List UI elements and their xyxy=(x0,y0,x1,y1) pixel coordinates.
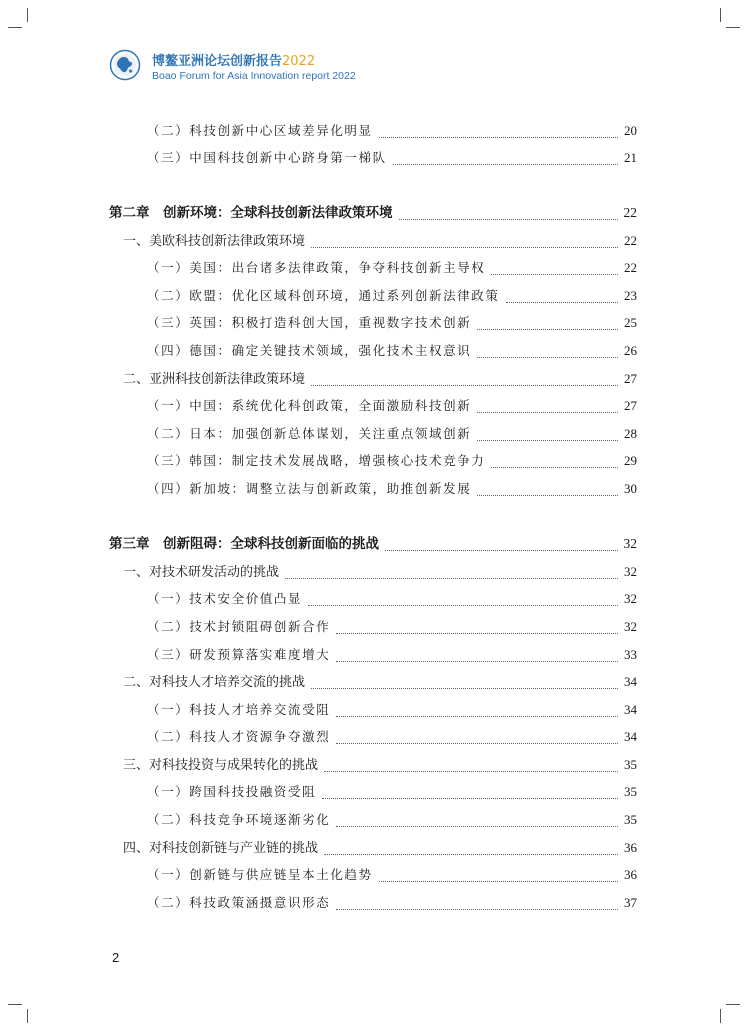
toc-entry-title: （三）研发预算落实难度增大 xyxy=(147,647,331,662)
toc-entry-title: （二）科技政策涵摄意识形态 xyxy=(147,895,331,910)
toc-entry-title: （一）美国：出台诸多法律政策，争夺科技创新主导权 xyxy=(147,260,486,275)
crop-mark-top-right-v xyxy=(720,8,721,22)
toc-entry-page: 29 xyxy=(624,453,637,468)
crop-mark-top-right-h xyxy=(726,27,740,28)
toc-leader-dots xyxy=(379,869,618,882)
toc-entry-page: 32 xyxy=(623,536,637,551)
toc-leader-dots xyxy=(322,786,618,799)
toc-leader-dots xyxy=(324,842,618,855)
toc-subsection-entry[interactable] xyxy=(147,286,637,306)
toc-leader-dots xyxy=(477,345,618,358)
toc-entry-page: 22 xyxy=(623,205,637,220)
toc-entry-title: （二）技术封锁阻碍创新合作 xyxy=(147,619,331,634)
toc-entry-title: （二）科技创新中心区域差异化明显 xyxy=(147,123,373,138)
toc-subsection-entry[interactable] xyxy=(147,396,637,416)
globe-logo-icon xyxy=(109,49,141,81)
toc-chapter-entry[interactable] xyxy=(109,534,637,554)
toc-entry-title: 一、美欧科技创新法律政策环境 xyxy=(123,234,306,249)
toc-entry-page: 22 xyxy=(624,260,637,275)
toc-subsection-entry[interactable] xyxy=(147,617,637,637)
toc-subsection-entry[interactable] xyxy=(147,258,637,278)
toc-section-entry[interactable] xyxy=(123,562,637,582)
toc-leader-dots xyxy=(336,704,618,717)
toc-entry-page: 32 xyxy=(624,591,637,606)
toc-entry-title: （二）科技人才资源争夺激烈 xyxy=(147,729,331,744)
toc-entry-page: 20 xyxy=(624,123,637,138)
toc-section-entry[interactable] xyxy=(123,672,637,692)
header-title-text: 博鳌亚洲论坛创新报告 xyxy=(152,54,283,69)
toc-entry-page: 22 xyxy=(624,233,637,248)
toc-subsection-entry[interactable] xyxy=(147,589,637,609)
toc-entry-title: （一）跨国科技投融资受阻 xyxy=(147,784,317,799)
toc-entry-title: 二、对科技人才培养交流的挑战 xyxy=(123,675,306,690)
toc-subsection-entry[interactable] xyxy=(147,451,637,471)
toc-entry-title: （三）韩国：制定技术发展战略，增强核心技术竞争力 xyxy=(147,453,486,468)
toc-entry-page: 28 xyxy=(624,426,637,441)
toc-entry-page: 34 xyxy=(624,729,637,744)
header-title-zh xyxy=(152,50,315,69)
toc-subsection-entry[interactable] xyxy=(147,479,637,499)
header-title-year: 2022 xyxy=(282,54,316,69)
toc-leader-dots xyxy=(336,731,618,744)
toc-subsection-entry[interactable] xyxy=(147,700,637,720)
toc-entry-title: 第三章 创新阻碍：全球科技创新面临的挑战 xyxy=(109,536,379,552)
toc-leader-dots xyxy=(336,814,618,827)
toc-section-entry[interactable] xyxy=(123,838,637,858)
toc-subsection-entry[interactable] xyxy=(147,424,637,444)
toc-leader-dots xyxy=(311,235,618,248)
toc-entry-page: 21 xyxy=(624,150,637,165)
toc-entry-title: 二、亚洲科技创新法律政策环境 xyxy=(123,372,306,387)
toc-entry-page: 35 xyxy=(624,784,637,799)
toc-entry-page: 34 xyxy=(624,702,637,717)
toc-entry-page: 32 xyxy=(624,619,637,634)
crop-mark-top-left-v xyxy=(27,8,28,22)
toc-chapter-entry[interactable] xyxy=(109,203,637,223)
toc-leader-dots xyxy=(336,897,618,910)
toc-leader-dots xyxy=(477,428,618,441)
crop-mark-bottom-left-v xyxy=(27,1009,28,1023)
toc-entry-page: 36 xyxy=(624,867,637,882)
header-title-en: Boao Forum for Asia Innovation report 2022 xyxy=(152,70,356,82)
toc-leader-dots xyxy=(491,455,618,468)
crop-mark-top-left-h xyxy=(8,27,22,28)
toc-entry-title: （四）德国：确定关键技术领域，强化技术主权意识 xyxy=(147,343,472,358)
toc-entry-title: （一）创新链与供应链呈本土化趋势 xyxy=(147,867,373,882)
toc-leader-dots xyxy=(491,262,618,275)
toc-leader-dots xyxy=(285,566,618,579)
toc-leader-dots xyxy=(477,483,618,496)
toc-leader-dots xyxy=(477,317,618,330)
toc-entry-title: （一）中国：系统优化科创政策，全面激励科技创新 xyxy=(147,398,472,413)
toc-entry-title: （三）中国科技创新中心跻身第一梯队 xyxy=(147,150,387,165)
toc-subsection-entry[interactable] xyxy=(147,645,637,665)
toc-section-entry[interactable] xyxy=(123,755,637,775)
toc-leader-dots xyxy=(311,373,618,386)
toc-entry-page: 30 xyxy=(624,481,637,496)
toc-entry-title: （三）英国：积极打造科创大国，重视数字技术创新 xyxy=(147,315,472,330)
toc-subsection-entry[interactable] xyxy=(147,121,637,141)
toc-leader-dots xyxy=(379,125,618,138)
toc-leader-dots xyxy=(393,152,618,165)
toc-subsection-entry[interactable] xyxy=(147,810,637,830)
toc-subsection-entry[interactable] xyxy=(147,313,637,333)
toc-leader-dots xyxy=(324,759,618,772)
toc-entry-page: 37 xyxy=(624,895,637,910)
toc-leader-dots xyxy=(336,649,618,662)
page-number: 2 xyxy=(112,950,120,965)
crop-mark-bottom-right-h xyxy=(726,1004,740,1005)
toc-subsection-entry[interactable] xyxy=(147,782,637,802)
toc-leader-dots xyxy=(311,676,618,689)
toc-entry-page: 23 xyxy=(624,288,637,303)
toc-entry-page: 25 xyxy=(624,315,637,330)
crop-mark-bottom-right-v xyxy=(720,1009,721,1023)
toc-entry-page: 27 xyxy=(624,398,637,413)
toc-entry-title: 一、对技术研发活动的挑战 xyxy=(123,565,280,580)
toc-entry-title: （二）欧盟：优化区域科创环境，通过系列创新法律政策 xyxy=(147,288,500,303)
toc-subsection-entry[interactable] xyxy=(147,865,637,885)
toc-subsection-entry[interactable] xyxy=(147,727,637,747)
toc-leader-dots xyxy=(399,207,618,220)
toc-entry-page: 35 xyxy=(624,812,637,827)
toc-leader-dots xyxy=(336,621,618,634)
toc-entry-page: 36 xyxy=(624,840,637,855)
toc-subsection-entry[interactable] xyxy=(147,148,637,168)
toc-entry-page: 32 xyxy=(624,564,637,579)
toc-entry-page: 27 xyxy=(624,371,637,386)
toc-entry-title: （四）新加坡：调整立法与创新政策，助推创新发展 xyxy=(147,481,472,496)
toc-entry-title: （二）科技竞争环境逐渐劣化 xyxy=(147,812,331,827)
toc-entry-page: 35 xyxy=(624,757,637,772)
toc-section-entry[interactable] xyxy=(123,231,637,251)
toc-entry-title: （一）技术安全价值凸显 xyxy=(147,591,303,606)
toc-leader-dots xyxy=(308,593,618,606)
toc-entry-title: 三、对科技投资与成果转化的挑战 xyxy=(123,758,319,773)
crop-mark-bottom-left-h xyxy=(8,1004,22,1005)
toc-leader-dots xyxy=(506,290,618,303)
toc-entry-title: （二）日本：加强创新总体谋划，关注重点领域创新 xyxy=(147,426,472,441)
toc-entry-page: 33 xyxy=(624,647,637,662)
toc-entry-page: 26 xyxy=(624,343,637,358)
toc-entry-title: 第二章 创新环境：全球科技创新法律政策环境 xyxy=(109,205,393,221)
toc-subsection-entry[interactable] xyxy=(147,893,637,913)
toc-entry-title: （一）科技人才培养交流受阻 xyxy=(147,702,331,717)
toc-entry-title: 四、对科技创新链与产业链的挑战 xyxy=(123,841,319,856)
toc-entry-page: 34 xyxy=(624,674,637,689)
toc-subsection-entry[interactable] xyxy=(147,341,637,361)
toc-section-entry[interactable] xyxy=(123,369,637,389)
toc-leader-dots xyxy=(477,400,618,413)
toc-leader-dots xyxy=(385,538,618,551)
